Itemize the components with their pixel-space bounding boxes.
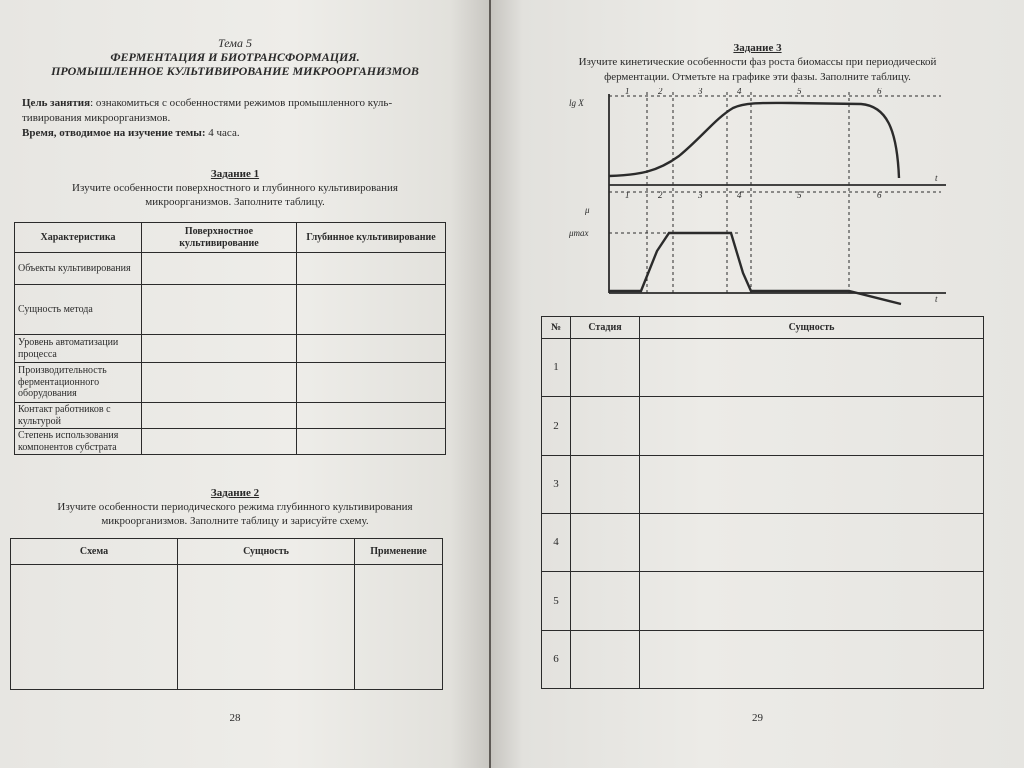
goal-text-1: : ознакомиться с особенностями режимов промышленного куль- xyxy=(90,97,393,109)
row-number: 1 xyxy=(542,339,571,397)
table-header-row xyxy=(15,223,446,253)
answer-cell[interactable] xyxy=(297,429,446,455)
goal-text-2: тивирования микроорганизмов. xyxy=(22,112,171,124)
phase-label: 4 xyxy=(737,88,742,96)
table-row xyxy=(542,630,984,688)
scheme-cell[interactable] xyxy=(11,565,178,690)
title-line-1: ФЕРМЕНТАЦИЯ И БИОТРАНСФОРМАЦИЯ. xyxy=(110,50,360,64)
header-stage: Стадия xyxy=(571,317,640,339)
essence-cell[interactable] xyxy=(640,630,984,688)
stage-cell[interactable] xyxy=(571,572,640,630)
axis-label-lgx: lg X xyxy=(569,98,584,108)
phase-label: 1 xyxy=(625,190,630,200)
task1-text-2: микроорганизмов. Заполните таблицу. xyxy=(145,196,325,208)
essence-cell[interactable] xyxy=(640,513,984,571)
right-page xyxy=(491,0,1024,768)
stage-cell[interactable] xyxy=(571,397,640,455)
row-label: Объекты культивирования xyxy=(15,253,142,285)
axis-label-mumax: μmax xyxy=(569,228,589,238)
answer-cell[interactable] xyxy=(297,285,446,335)
row-label: Производительность ферментационного оборудования xyxy=(15,363,142,403)
time-label-top: t xyxy=(935,173,938,183)
task3-text-1: Изучите кинетические особенности фаз роста биомассы при периодической xyxy=(578,56,937,68)
table-header-row xyxy=(542,317,984,339)
task1-table xyxy=(14,222,446,455)
header-characteristic: Характеристика xyxy=(15,223,142,253)
row-number: 3 xyxy=(542,455,571,513)
phase-label: 5 xyxy=(797,190,802,200)
stage-cell[interactable] xyxy=(571,339,640,397)
answer-cell[interactable] xyxy=(355,565,443,690)
task2-heading: Задание 2 xyxy=(210,487,260,499)
phase-label: 2 xyxy=(658,88,663,96)
table-row xyxy=(542,339,984,397)
header-scheme: Схема xyxy=(11,539,178,565)
task3-heading: Задание 3 xyxy=(733,42,782,54)
time-label: Время, отводимое на изучение темы: xyxy=(22,127,206,139)
phase-label: 1 xyxy=(625,88,630,96)
essence-cell[interactable] xyxy=(640,455,984,513)
answer-cell[interactable] xyxy=(297,363,446,403)
table-row xyxy=(542,397,984,455)
header-application: Применение xyxy=(355,539,443,565)
table-row xyxy=(15,285,446,335)
header-essence: Сущность xyxy=(178,539,355,565)
answer-cell[interactable] xyxy=(142,403,297,429)
left-page xyxy=(0,0,489,768)
task1-heading: Задание 1 xyxy=(210,168,260,180)
table-row xyxy=(542,455,984,513)
answer-cell[interactable] xyxy=(142,363,297,403)
answer-cell[interactable] xyxy=(297,403,446,429)
axis-label-mu: μ xyxy=(585,205,590,215)
stage-cell[interactable] xyxy=(571,455,640,513)
table-row xyxy=(542,572,984,630)
answer-cell[interactable] xyxy=(142,253,297,285)
row-label: Степень использования компонентов субстрата xyxy=(15,429,142,455)
task2-text-1: Изучите особенности периодического режима глубинного культивирования xyxy=(57,501,413,513)
answer-cell[interactable] xyxy=(297,253,446,285)
phase-label: 2 xyxy=(658,190,663,200)
phase-label: 6 xyxy=(877,190,882,200)
table-row xyxy=(15,335,446,363)
answer-cell[interactable] xyxy=(142,335,297,363)
row-number: 2 xyxy=(542,397,571,455)
table-row xyxy=(11,565,443,690)
phase-label: 5 xyxy=(797,88,802,96)
row-label: Контакт работников с культурой xyxy=(15,403,142,429)
topic-label: Тема 5 xyxy=(218,36,252,50)
row-label: Сущность метода xyxy=(15,285,142,335)
answer-cell[interactable] xyxy=(178,565,355,690)
essence-cell[interactable] xyxy=(640,397,984,455)
header-number: № xyxy=(542,317,571,339)
row-label: Уровень автоматизации процесса xyxy=(15,335,142,363)
row-number: 5 xyxy=(542,572,571,630)
phase-label: 3 xyxy=(698,88,703,96)
header-essence: Сущность xyxy=(640,317,984,339)
answer-cell[interactable] xyxy=(142,285,297,335)
row-number: 6 xyxy=(542,630,571,688)
task3-text-2: ферментации. Отметьте на графике эти фазы. Заполните таблицу. xyxy=(604,71,911,83)
lesson-goal xyxy=(22,96,462,141)
time-value: 4 часа. xyxy=(205,127,240,139)
biomass-curve xyxy=(609,103,899,178)
phase-label: 6 xyxy=(877,88,882,96)
answer-cell[interactable] xyxy=(297,335,446,363)
phase-label: 4 xyxy=(737,190,742,200)
table-row xyxy=(15,253,446,285)
table-header-row xyxy=(11,539,443,565)
title-line-2: ПРОМЫШЛЕННОЕ КУЛЬТИВИРОВАНИЕ МИКРООРГАНИЗМОВ xyxy=(51,64,419,78)
task2-table xyxy=(10,538,443,690)
phase-label: 3 xyxy=(698,190,703,200)
page-number-left: 28 xyxy=(229,712,241,724)
task3-table xyxy=(541,316,984,689)
growth-phase-graph xyxy=(561,88,951,310)
stage-cell[interactable] xyxy=(571,630,640,688)
page-number-right: 29 xyxy=(752,712,763,724)
time-label-bottom: t xyxy=(935,294,938,304)
essence-cell[interactable] xyxy=(640,572,984,630)
table-row xyxy=(542,513,984,571)
header-surface: Поверхностное культивирование xyxy=(142,223,297,253)
goal-label: Цель занятия xyxy=(22,97,91,109)
essence-cell[interactable] xyxy=(640,339,984,397)
task1-text-1: Изучите особенности поверхностного и глубинного культивирования xyxy=(72,182,398,194)
table-row xyxy=(15,403,446,429)
answer-cell[interactable] xyxy=(142,429,297,455)
table-row xyxy=(15,363,446,403)
task2-text-2: микроорганизмов. Заполните таблицу и зарисуйте схему. xyxy=(101,515,369,527)
stage-cell[interactable] xyxy=(571,513,640,571)
row-number: 4 xyxy=(542,513,571,571)
header-deep: Глубинное культивирование xyxy=(297,223,446,253)
table-row xyxy=(15,429,446,455)
